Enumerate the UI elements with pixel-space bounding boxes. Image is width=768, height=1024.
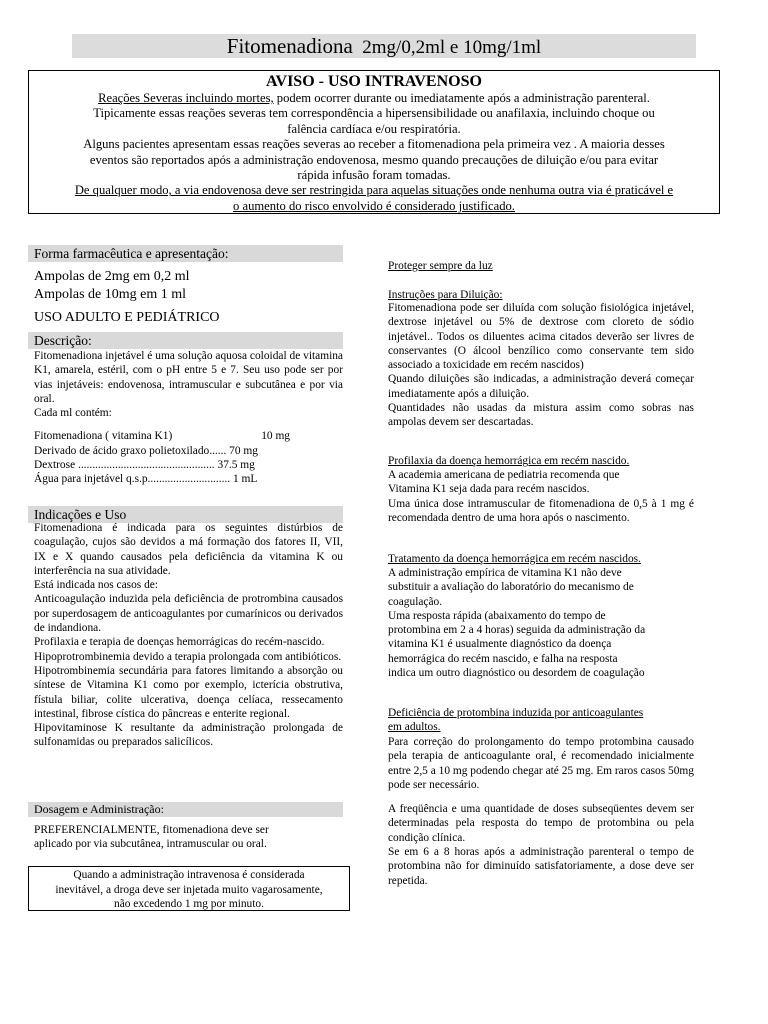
paragraph: Hipoprotrombinemia devido a terapia prolongada com antibióticos. [34,650,342,663]
composition-row: Derivado de ácido graxo polietoxilado...... 70 mg [34,444,258,457]
warning-line: De qualquer modo, a via endovenosa deve ser restringida para aquelas situações onde nenhuma outra via é praticável e [74,183,674,198]
warning-line: rápida infusão foram tomadas. [297,168,451,183]
ampola-10mg: Ampolas de 10mg em 1 ml [34,287,187,302]
section-heading-forma: Forma farmacêutica e apresentação: [28,245,343,262]
paragraph: Para correção do prolongamento do tempo protombina causado pela terapia de anticoagulante oral, é recomendado inicialmente entre 2,5 a 10 mg podendo chegar até 25 mg. Em raros casos 50mg pode ser necessário. [388,736,694,791]
warning-line: Tipicamente essas reações severas tem correspondência a hipersensibilidade ou anafilaxia, incluindo choque ou [93,106,655,121]
document-title [72,34,696,58]
paragraph: Quando diluições são indicadas, a administração deverá começar imediatamente após a diluição. [388,373,694,400]
composition-row: Água para injetável q.s.p............................. 1 mL [34,473,258,486]
diluicao-section [388,301,694,430]
section-heading-diluicao: Instruções para Diluição: [388,289,503,301]
iv-caution-box [28,866,350,911]
section-heading-profilaxia: Profilaxia da doença hemorrágica em recém nascido. [388,455,630,467]
text-line: vitamina K1 é usualmente diagnóstico da doença [388,638,612,651]
paragraph: Se em 6 a 8 horas após a administração parenteral o tempo de protombina não for diminuído satisfatoriamente, a dose deve ser repetida. [388,846,694,887]
section-heading-tratamento: Tratamento da doença hemorrágica em recém nascidos. [388,553,641,565]
text-line: Uma resposta rápida (abaixamento do tempo de [388,609,606,622]
drug-name: Fitomenadiona [226,34,353,58]
warning-line: falência cardíaca e/ou respiratória. [287,121,461,136]
section-heading-deficiencia: Deficiência de protombina induzida por anticoagulantes em adultos. [388,707,644,733]
section-heading-descricao: Descrição: [28,332,343,349]
text-line: substituir a avaliação do laboratório do mecanismo de [388,581,634,594]
paragraph: Hipovitaminose K resultante da administração prolongada de sulfonamidas ou preparados salicílicos. [34,722,343,749]
protect-light-note: Proteger sempre da luz [388,260,493,272]
warning-line: Reações Severas incluindo mortes, podem ocorrer durante ou imediatamente após a administração parenteral. [98,91,650,105]
tratamento-section [388,566,694,680]
paragraph: Anticoagulação induzida pela deficiência de protrombina causados por superdosagem de anticoagulantes por cumarínicos ou derivados de indandiona. [34,593,343,635]
deficiencia-section [388,735,694,888]
warning-line: eventos são reportados após a administração endovenosa, mesmo quando precauções de diluição e/ou para evitar [89,152,659,167]
composition-row: Fitomenadiona ( vitamina K1) 10 mg [34,430,290,443]
text-line: A academia americana de pediatria recomenda que [388,469,620,481]
section-heading-dosagem: Dosagem e Administração: [28,802,343,817]
caution-line: Quando a administração intravenosa é considerada [73,869,305,881]
caution-line: inevitável, a droga deve ser injetada muito vagarosamente, [55,883,323,896]
dosagem-line: aplicado por via subcutânea, intramuscular ou oral. [34,838,267,851]
cada-ml-label: Cada ml contém: [34,407,112,420]
composition-row: Dextrose ................................................ 37.5 mg [34,459,255,472]
caution-line: não excedendo 1 mg por minuto. [114,898,264,910]
usage-audience: USO ADULTO E PEDIÁTRICO [34,310,220,325]
warning-line: o aumento do risco envolvido é considerado justificado. [233,198,515,213]
paragraph: Está indicada nos casos de: [34,579,158,592]
descricao-section [34,349,343,487]
paragraph: Quantidades não usadas da mistura assim como sobras nas ampolas devem ser descartadas. [388,402,694,429]
presentation-list [34,268,190,304]
warning-box [28,70,720,214]
paragraph: Fitomenadiona é indicada para os seguintes distúrbios de coagulação, cujos são devidos a má formação dos fatores II, VII, IX e X quando causados pela deficiência da vitamina K ou interferência na sua atividade. [34,522,343,577]
text-line: indica um outro diagnóstico ou desordem de coagulação [388,667,645,680]
dosagem-line: PREFERENCIALMENTE, fitomenadiona deve ser [34,824,269,836]
ampola-2mg: Ampolas de 2mg em 0,2 ml [34,269,190,284]
descricao-text: Fitomenadiona injetável é uma solução aquosa coloidal de vitamina K1, amarela, estéril, com o pH entre 5 e 7. Seu uso pode ser por vias injetáveis: endovenosa, intramuscular e subcutânea e por via oral. [34,350,343,405]
paragraph: Uma única dose intramuscular de fitomenadiona de 0,5 à 1 mg é recomendada dentro de uma hora após o nascimento. [388,497,694,524]
indicacoes-section [34,521,343,750]
text-line: coagulação. [388,595,443,608]
paragraph: Profilaxia e terapia de doenças hemorrágicas do recém-nascido. [34,636,325,649]
warning-line: Alguns pacientes apresentam essas reações severas ao receber a fitomenadiona pela primeira vez . A maioria desses [83,137,665,152]
dosagem-section [34,823,343,852]
text-line: A administração empírica de vitamina K1 não deve [388,567,622,579]
profilaxia-section [388,468,694,525]
drug-strengths: 2mg/0,2ml e 10mg/1ml [362,37,542,58]
text-line: hemorrágica do recém nascido, e falha na resposta [388,652,618,665]
text-line: Vitamina K1 seja dada para recém nascidos. [388,483,590,496]
paragraph: Fitomenadiona pode ser diluída com solução fisiológica injetável, dextrose injetável ou 5% de dextrose com cloreto de sódio injetável.. Todos os diluentes acima citados deverão ser livres de conservantes (O álcool benzílico como conservante tem sido associado a toxicidade em recém nascidos) [388,302,694,372]
section-heading-indicacoes: Indicações e Uso [28,506,343,523]
paragraph: Hipotrombinemia secundária para fatores limitando a absorção ou síntese de Vitamina K1 como por exemplo, icterícia obstrutiva, fístula biliar, colite ulcerativa, doença celíaca, ressecamento intestinal, fibrose cística do pâncreas e enterite regional. [34,664,343,720]
warning-heading: AVISO - USO INTRAVENOSO [266,73,482,90]
paragraph: A freqüência e uma quantidade de doses subseqüentes devem ser determinadas pela resposta do tempo de protombina ou pela condição clínica. [388,803,694,844]
text-line: protombina em 2 a 4 horas) seguida da administração da [388,624,646,637]
